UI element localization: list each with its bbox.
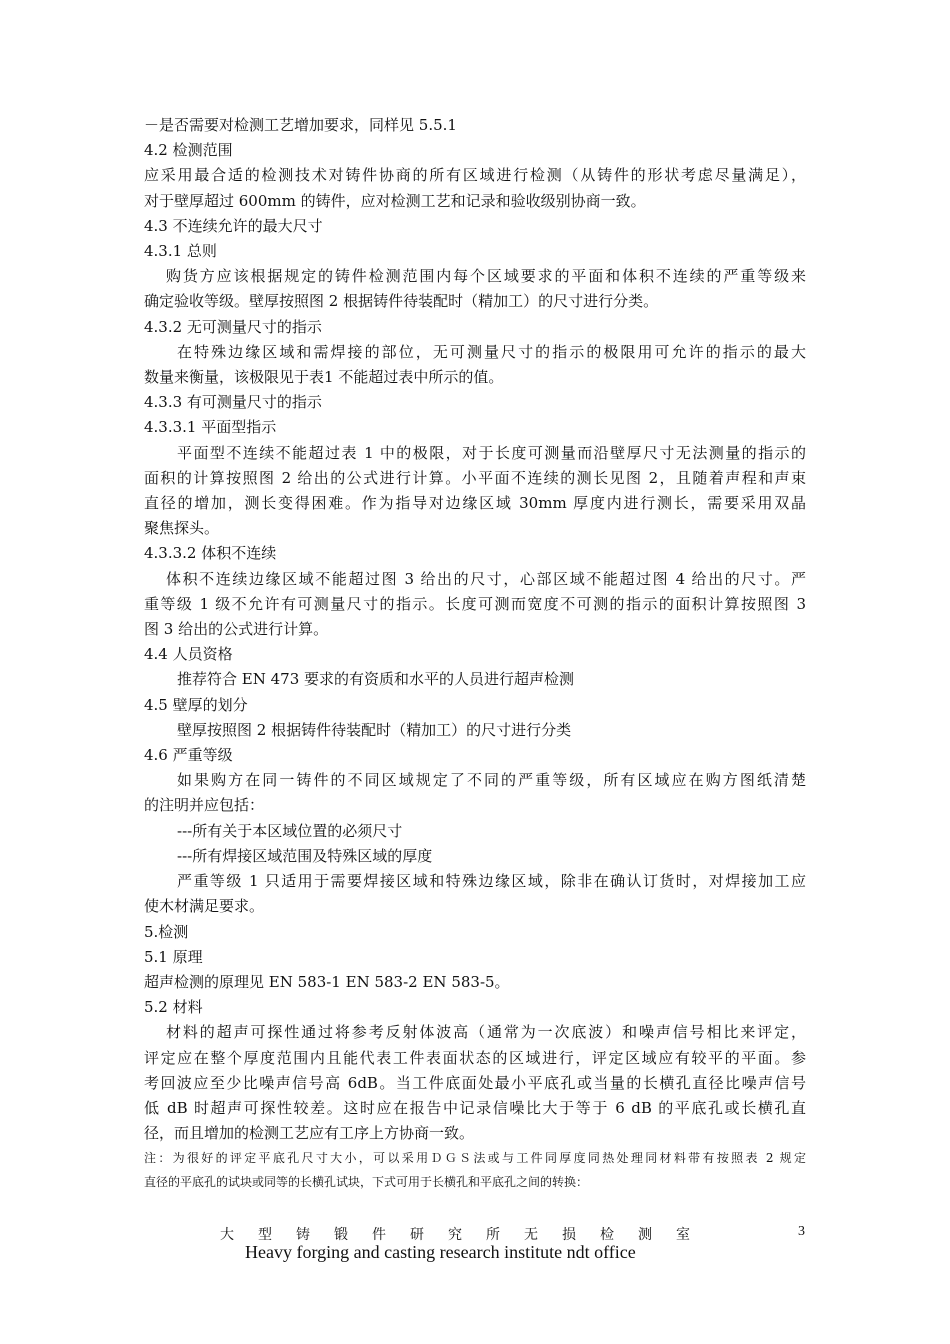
text-line: 应采用最合适的检测技术对铸件协商的所有区域进行检测（从铸件的形状考虑尽量满足）， <box>144 166 806 185</box>
text-line: 4.3.3.1 平面型指示 <box>144 418 277 437</box>
text-line: 超声检测的原理见 EN 583-1 EN 583-2 EN 583-5。 <box>144 972 510 991</box>
text-line: 的注明并应包括： <box>144 796 265 815</box>
footer-char: 铸 <box>296 1227 310 1243</box>
text-line: 5.1 原理 <box>144 947 203 966</box>
text-line: 购货方应该根据规定的铸件检测范围内每个区域要求的平面和体积不连续的严重等级来 <box>166 267 806 286</box>
text-line: 材料的超声可探性通过将参考反射体波高（通常为一次底波）和噪声信号相比来评定， <box>166 1023 806 1042</box>
note-line: 注：为很好的评定平底孔尺寸大小，可以采用ＤＧＳ法或与工件同厚度同热处理同材料带有按照表 2 规定 <box>144 1151 806 1166</box>
footer-char: 无 <box>524 1227 538 1243</box>
footer-char: 研 <box>410 1227 424 1243</box>
text-line: 4.3.1 总则 <box>144 242 217 261</box>
text-line: 4.3.3 有可测量尺寸的指示 <box>144 393 322 412</box>
footer-char: 锻 <box>334 1227 348 1243</box>
text-line: －是否需要对检测工艺增加要求，同样见 5.5.1 <box>144 116 457 134</box>
text-line: 4.3.2 无可测量尺寸的指示 <box>144 317 322 336</box>
footer-char: 损 <box>562 1227 576 1243</box>
footer-char: 检 <box>600 1227 614 1243</box>
page-number: 3 <box>798 1224 805 1239</box>
footer-char: 测 <box>638 1227 652 1243</box>
text-line: 4.5 壁厚的划分 <box>144 695 248 714</box>
text-line: 在特殊边缘区域和需焊接的部位，无可测量尺寸的指示的极限用可允许的指示的最大 <box>177 342 806 361</box>
text-line: 平面型不连续不能超过表 1 中的极限，对于长度可测量而沿壁厚尺寸无法测量的指示的 <box>177 443 806 462</box>
footer-chinese <box>220 1224 690 1244</box>
text-line: 4.2 检测范围 <box>144 141 233 160</box>
text-line: 聚焦探头。 <box>144 519 220 538</box>
text-line: ---所有关于本区域位置的必须尺寸 <box>177 821 403 840</box>
text-line: 体积不连续边缘区域不能超过图 3 给出的尺寸，心部区域不能超过图 4 给出的尺寸。严 <box>166 569 806 588</box>
document-body <box>144 113 806 1194</box>
footer-char: 件 <box>372 1227 386 1243</box>
text-line: 重等级 1 级不允许有可测量尺寸的指示。长度可测而宽度不可测的指示的面积计算按照图 3 <box>144 594 806 613</box>
footer-char: 室 <box>676 1227 690 1243</box>
footer-char: 究 <box>448 1227 462 1243</box>
text-line: 如果购方在同一铸件的不同区域规定了不同的严重等级，所有区域应在购方图纸清楚 <box>177 771 806 790</box>
text-line: 使木材满足要求。 <box>144 897 265 916</box>
text-line: 考回波应至少比噪声信号高 6dB。当工件底面处最小平底孔或当量的长横孔直径比噪声信号 <box>144 1073 806 1092</box>
text-line: 确定验收等级。壁厚按照图 2 根据铸件待装配时（精加工）的尺寸进行分类。 <box>144 292 659 311</box>
text-line: 5.2 材料 <box>144 998 203 1017</box>
text-line: 壁厚按照图 2 根据铸件待装配时（精加工）的尺寸进行分类 <box>177 720 572 739</box>
text-line: 4.3.3.2 体积不连续 <box>144 544 277 563</box>
text-line: 严重等级 1 只适用于需要焊接区域和特殊边缘区域，除非在确认订货时，对焊接加工应 <box>177 872 806 891</box>
text-line: 对于壁厚超过 600mm 的铸件，应对检测工艺和记录和验收级别协商一致。 <box>144 191 646 210</box>
note-line: 直径的平底孔的试块或同等的长横孔试块，下式可用于长横孔和平底孔之间的转换： <box>144 1175 589 1190</box>
footer-char: 所 <box>486 1227 500 1243</box>
text-line: 4.4 人员资格 <box>144 645 233 664</box>
text-line: ---所有焊接区域范围及特殊区域的厚度 <box>177 846 433 865</box>
text-line: 图 3 给出的公式进行计算。 <box>144 620 329 639</box>
text-line: 直径的增加，测长变得困难。作为指导对边缘区域 30mm 厚度内进行测长，需要采用双晶 <box>144 494 806 513</box>
footer-english: Heavy forging and casting research institute ndt office <box>245 1242 636 1262</box>
text-line: 评定应在整个厚度范围内且能代表工件表面状态的区域进行，评定区域应有较平的平面。参 <box>144 1048 806 1067</box>
footer-char: 型 <box>258 1227 272 1243</box>
text-line: 低 dB 时超声可探性较差。这时应在报告中记录信噪比大于等于 6 dB 的平底孔或长横孔直 <box>144 1098 806 1117</box>
text-line: 4.3 不连续允许的最大尺寸 <box>144 216 323 235</box>
text-line: 推荐符合 EN 473 要求的有资质和水平的人员进行超声检测 <box>177 670 575 689</box>
text-line: 面积的计算按照图 2 给出的公式进行计算。小平面不连续的测长见图 2，且随着声程和声束 <box>144 468 806 487</box>
footer-char: 大 <box>220 1227 234 1243</box>
text-line: 5.检测 <box>144 922 189 941</box>
text-line: 4.6 严重等级 <box>144 746 233 765</box>
text-line: 数量来衡量，该极限见于表1 不能超过表中所示的值。 <box>144 368 504 387</box>
text-line: 径，而且增加的检测工艺应有工序上方协商一致。 <box>144 1124 475 1143</box>
